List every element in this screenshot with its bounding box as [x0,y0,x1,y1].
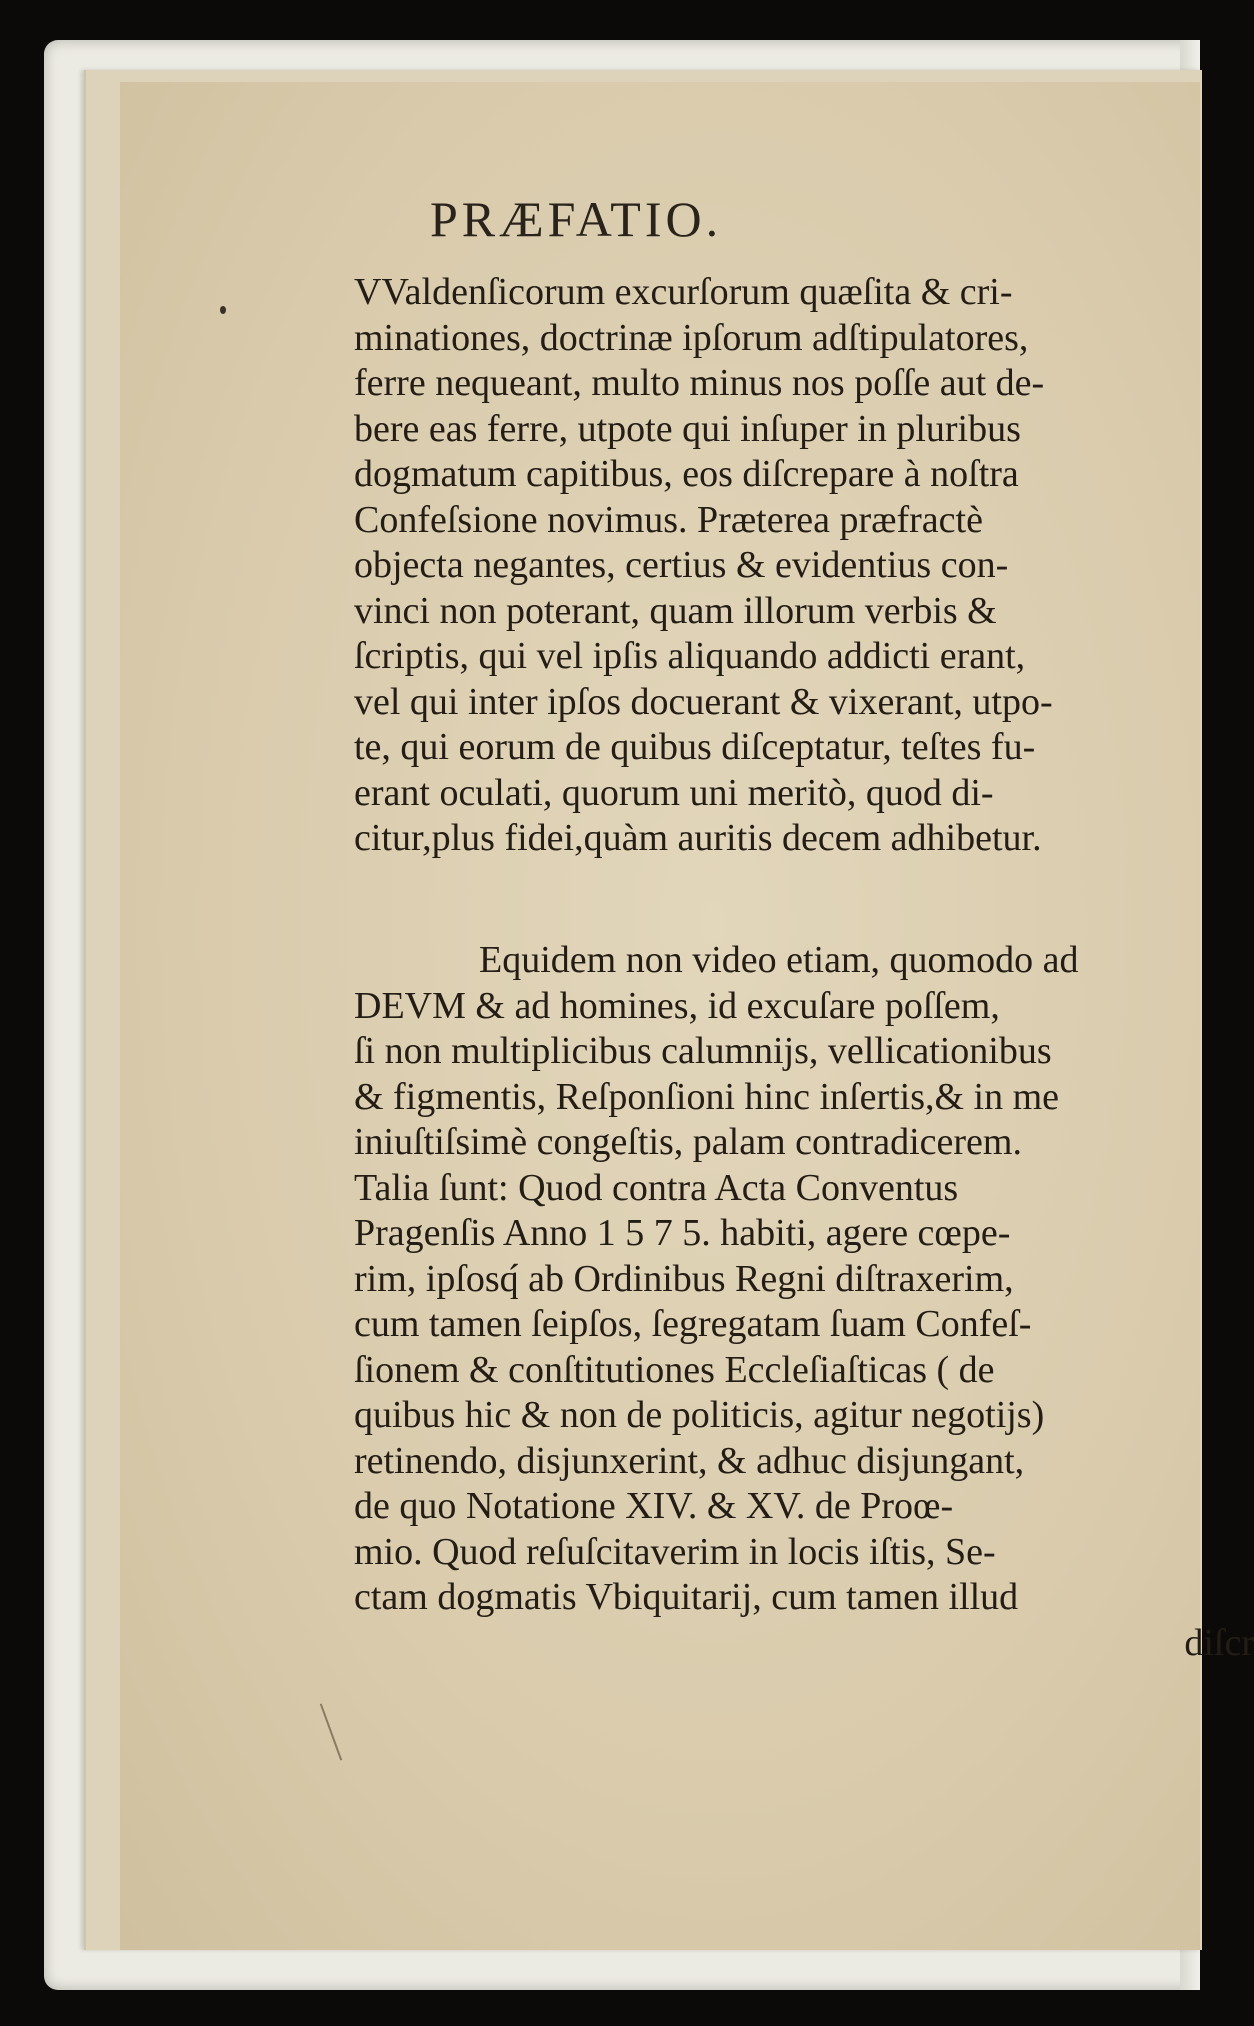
text-line: VValdenſicorum excurſorum quæſita & cri- [354,271,1013,313]
text-line: dogmatum capitibus, eos diſcrepare à noſtra [354,453,1019,495]
text-line: ſi non multiplicibus calumnijs, vellicationibus [354,1030,1052,1072]
text-line: Pragenſis Anno 1 5 7 5. habiti, agere cœpe- [354,1212,1011,1254]
text-line: erant oculati, quorum uni meritò, quod di- [354,771,994,814]
text-line: Confeſsione novimus. Præterea præfractè [354,498,983,541]
text-line: DEVM & ad homines, id excuſare poſſem, [354,984,1000,1027]
text-line: vinci non poterant, quam illorum verbis & [354,589,997,632]
catchword: diſcr [1184,1621,1254,1664]
text-line: rim, ipſosq́ ab Ordinibus Regni diſtraxerim, [354,1257,1014,1300]
text-line: Talia ſunt: Quod contra Acta Conventus [354,1166,959,1209]
text-line: citur,plus fidei,quàm auritis decem adhibetur. [354,817,1042,859]
text-line: objecta negantes, certius & evidentius con- [354,544,1009,586]
text-line: ferre nequeant, multo minus nos poſſe aut de- [354,362,1045,404]
text-line: vel qui inter ipſos docuerant & vixerant, utpo- [354,680,1053,723]
text-line: te, qui eorum de quibus diſceptatur, teſtes fu- [354,726,1036,768]
text-line: bere eas ferre, utpote qui inſuper in pluribus [354,407,1021,450]
text-line: ſcriptis, qui vel ipſis aliquando addicti erant, [354,635,1026,677]
paragraph-1 [354,270,1254,862]
text-line: & figmentis, Reſponſioni hinc inſertis,& in me [354,1075,1060,1118]
text-line: quibus hic & non de politicis, agitur negotijs) [354,1394,1045,1436]
text-line: de quo Notatione XIV. & XV. de Proœ- [354,1485,954,1527]
text-line: ſionem & conſtitutiones Eccleſiaſticas ( de [354,1348,995,1391]
text-line: mio. Quod reſuſcitaverim in locis iſtis, Se- [354,1530,996,1573]
paragraph-2 [354,938,1254,1666]
text-line: minationes, doctrinæ ipſorum adſtipulatores, [354,316,1029,359]
text-line: retinendo, disjunxerint, & adhuc disjungant, [354,1439,1025,1482]
paper-crease [320,1703,342,1760]
text-line: cum tamen ſeipſos, ſegregatam ſuam Confeſ- [354,1303,1032,1345]
page-heading: PRÆFATIO. [430,191,723,247]
text-line: ctam dogmatis Vbiquitarij, cum tamen illud [354,1576,1019,1618]
ink-speck [220,306,226,314]
text-line: iniuſtiſsimè congeſtis, palam contradicerem. [354,1121,1022,1163]
text-line: Equidem non video etiam, quomodo ad [479,939,1079,981]
